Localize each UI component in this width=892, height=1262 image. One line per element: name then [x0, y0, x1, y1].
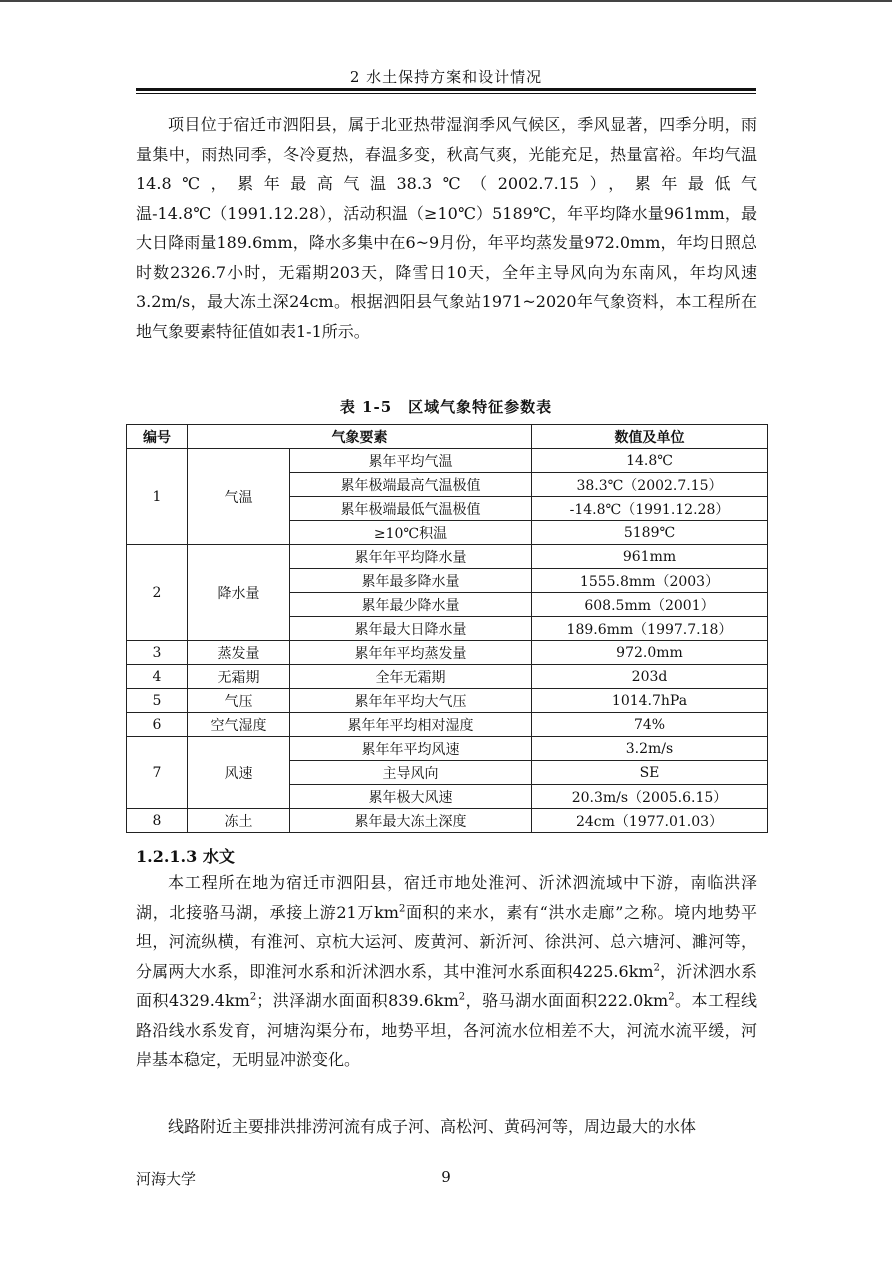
hydrology-paragraph-text [136, 868, 757, 1075]
cell-value: 38.3℃（2002.7.15） [532, 473, 768, 497]
cell-category: 风速 [188, 737, 290, 809]
cell-element: ≥10℃积温 [290, 521, 532, 545]
table-row [127, 449, 768, 473]
climate-paragraph [136, 110, 757, 346]
header-value: 数值及单位 [532, 425, 768, 449]
page-number: 9 [441, 1168, 451, 1186]
cell-element: 累年极端最低气温极值 [290, 497, 532, 521]
cell-element: 主导风向 [290, 761, 532, 785]
header-no: 编号 [127, 425, 188, 449]
cell-element: 累年年平均大气压 [290, 689, 532, 713]
cell-element: 累年年平均相对湿度 [290, 713, 532, 737]
superscript-2: 2 [668, 991, 675, 1003]
hydrology-text-1: 本工程所在地为宿迁市泗阳县，宿迁市地处淮河、沂沭泗流域中下游，南临洪泽湖，北接骆马湖，承接上游21万km [136, 873, 757, 922]
cell-number: 8 [127, 809, 188, 833]
cell-value: -14.8℃（1991.12.28） [532, 497, 768, 521]
cell-value: 24cm（1977.01.03） [532, 809, 768, 833]
hydrology-text-3: ，沂沭泗水系面积4329.4km [136, 961, 757, 1010]
cell-element: 累年平均气温 [290, 449, 532, 473]
hydrology-text-5: ，骆马湖水面面积222.0km [465, 991, 669, 1010]
superscript-2: 2 [249, 991, 257, 1003]
cell-value: 961mm [532, 545, 768, 569]
climate-paragraph-text: 项目位于宿迁市泗阳县，属于北亚热带湿润季风气候区，季风显著，四季分明，雨量集中，雨热同季，冬冷夏热，春温多变，秋高气爽，光能充足，热量富裕。年均气温14.8℃，累年最高气温38.3℃（2002.7.15），累年最低气温-14.8℃（1991.12.28），活动积温（≥10℃）5189℃，年平均降水量961mm，最大日降雨量189.6mm，降水多集中在6~9月份，年平均蒸发量972.0mm，年均日照总时数2326.7小时，无霜期203天，降雪日10天，全年主导风向为东南风，年均风速3.2m/s，最大冻土深24cm。根据泗阳县气象站1971~2020年气象资料，本工程所在地气象要素特征值如表1-1所示。 [136, 115, 757, 341]
cell-number: 2 [127, 545, 188, 641]
header-rule-thin [136, 93, 756, 94]
cell-value: 74% [532, 713, 768, 737]
cell-value: 189.6mm（1997.7.18） [532, 617, 768, 641]
cell-value: SE [532, 761, 768, 785]
cell-element: 全年无霜期 [290, 665, 532, 689]
cell-category: 蒸发量 [188, 641, 290, 665]
climate-parameter-table [126, 424, 768, 833]
hydrology-text-6: 。本工程线路沿线水系发育，河塘沟渠分布，地势平坦，各河流水位相差不大，河流水流平缓，河岸基本稳定，无明显冲淤变化。 [136, 991, 757, 1069]
cell-category: 空气湿度 [188, 713, 290, 737]
cell-number: 7 [127, 737, 188, 809]
cell-element: 累年年平均蒸发量 [290, 641, 532, 665]
running-header: 2 水土保持方案和设计情况 [349, 68, 543, 86]
page-top-border [0, 0, 892, 2]
cell-element: 累年最大冻土深度 [290, 809, 532, 833]
superscript-2: 2 [398, 903, 406, 915]
hydrology-text-2: 面积的来水，素有“洪水走廊”之称。境内地势平坦，河流纵横，有淮河、京杭大运河、废黄河、新沂河、徐洪河、总六塘河、濉河等，分属两大水系，即淮河水系和沂沭泗水系，其中淮河水系面积4225.6km [136, 902, 757, 981]
cell-number: 4 [127, 665, 188, 689]
section-heading: 1.2.1.3 水文 [136, 847, 235, 866]
cell-value: 203d [532, 665, 768, 689]
cell-number: 5 [127, 689, 188, 713]
superscript-2: 2 [653, 962, 660, 974]
header-element: 气象要素 [188, 425, 532, 449]
cell-element: 累年极大风速 [290, 785, 532, 809]
cell-category: 降水量 [188, 545, 290, 641]
cell-value: 972.0mm [532, 641, 768, 665]
cell-value: 3.2m/s [532, 737, 768, 761]
hydrology-text-4: ；洪泽湖水面面积839.6km [256, 991, 459, 1010]
rivers-paragraph-text: 线路附近主要排洪排涝河流有成子河、高松河、黄码河等，周边最大的水体 [168, 1117, 697, 1136]
cell-value: 608.5mm（2001） [532, 593, 768, 617]
superscript-2: 2 [458, 991, 466, 1003]
cell-value: 20.3m/s（2005.6.15） [532, 785, 768, 809]
table-row [127, 737, 768, 761]
table-row [127, 713, 768, 737]
cell-value: 1555.8mm（2003） [532, 569, 768, 593]
cell-element: 累年年平均风速 [290, 737, 532, 761]
header-rule-thick [136, 88, 756, 91]
table-row [127, 665, 768, 689]
cell-category: 气温 [188, 449, 290, 545]
cell-number: 1 [127, 449, 188, 545]
cell-element: 累年年平均降水量 [290, 545, 532, 569]
table-row [127, 545, 768, 569]
cell-category: 气压 [188, 689, 290, 713]
cell-category: 无霜期 [188, 665, 290, 689]
cell-number: 3 [127, 641, 188, 665]
cell-category: 冻土 [188, 809, 290, 833]
table-row [127, 809, 768, 833]
cell-element: 累年极端最高气温极值 [290, 473, 532, 497]
table-header-row [127, 425, 768, 449]
footer-institution: 河海大学 [136, 1170, 197, 1188]
cell-number: 6 [127, 713, 188, 737]
table-row [127, 641, 768, 665]
table-body [127, 449, 768, 833]
cell-element: 累年最少降水量 [290, 593, 532, 617]
cell-value: 14.8℃ [532, 449, 768, 473]
table-row [127, 689, 768, 713]
cell-value: 1014.7hPa [532, 689, 768, 713]
hydrology-paragraph [136, 868, 757, 1075]
cell-value: 5189℃ [532, 521, 768, 545]
cell-element: 累年最大日降水量 [290, 617, 532, 641]
rivers-paragraph [136, 1112, 757, 1142]
cell-element: 累年最多降水量 [290, 569, 532, 593]
table-caption: 表 1-5 区域气象特征参数表 [339, 398, 553, 416]
